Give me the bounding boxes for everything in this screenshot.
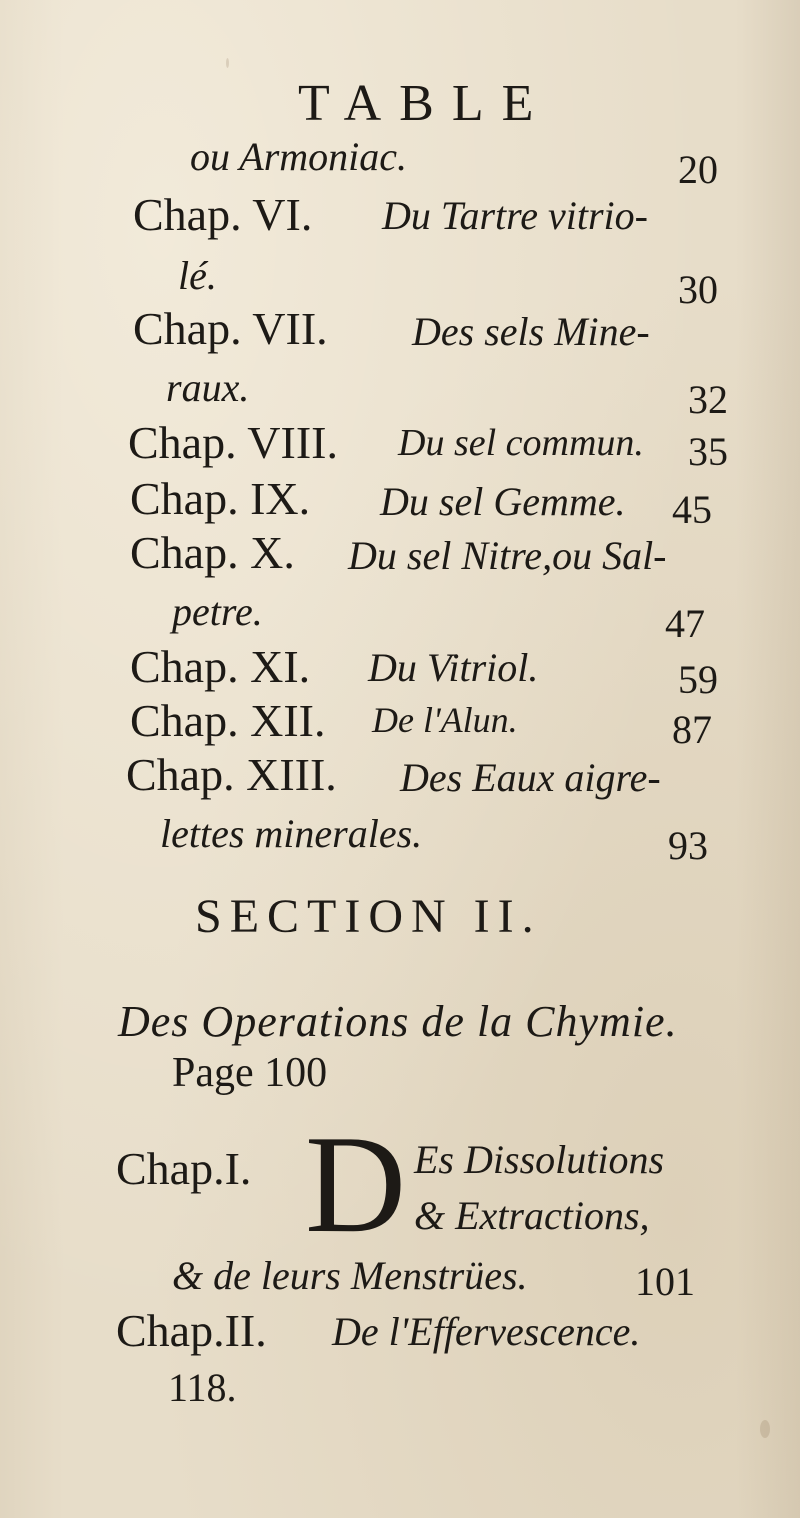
entry-title: Du sel commun. (398, 422, 644, 464)
entry-title: Du sel Gemme. (380, 479, 626, 524)
entry-page: 59 (678, 657, 718, 702)
entry-title: Du Vitriol. (368, 645, 539, 690)
entry-title-continuation: petre. (172, 589, 263, 634)
drop-cap: D (305, 1107, 407, 1262)
chapter-label: Chap.II. (116, 1305, 267, 1356)
entry-title-continuation: lettes minerales. (160, 811, 423, 856)
chapter-label: Chap. XII. (130, 695, 326, 746)
chapter-label: Chap. VIII. (128, 417, 338, 468)
section-heading: SECTION II. (195, 890, 542, 943)
entry-title-continuation: raux. (166, 365, 250, 410)
chapter-label: Chap. XIII. (126, 749, 337, 800)
entry-title: Du sel Nitre,ou Sal- (348, 533, 667, 578)
entry-page: 47 (665, 601, 705, 646)
entry-page: 118. (168, 1365, 237, 1410)
entry-page: 20 (678, 147, 718, 192)
section-page-ref: Page 100 (172, 1050, 328, 1096)
entry-title: Es Dissolutions (414, 1137, 665, 1182)
entry-page: 32 (688, 377, 728, 422)
entry-page: 93 (668, 823, 708, 868)
chapter-label: Chap.I. (116, 1143, 252, 1194)
entry-page: 101 (635, 1259, 695, 1304)
entry-title-continuation: lé. (178, 253, 217, 298)
entry-title-continuation: & Extractions, (414, 1193, 650, 1238)
chapter-label: Chap. VI. (133, 189, 313, 240)
entry-page: 45 (672, 487, 712, 532)
entry-title: Du Tartre vitrio- (382, 193, 648, 238)
entry-page: 30 (678, 267, 718, 312)
page-title: TABLE (298, 75, 552, 132)
chapter-label: Chap. VII. (133, 303, 328, 354)
entry-title: ou Armoniac. (190, 134, 408, 179)
entry-title: Des Eaux aigre- (400, 755, 661, 800)
entry-page: 87 (672, 707, 712, 752)
entry-page: 35 (688, 429, 728, 474)
paper-stain (226, 58, 229, 68)
entry-title: De l'Alun. (372, 700, 518, 740)
paper-stain (760, 1420, 770, 1438)
entry-title: De l'Effervescence. (332, 1309, 641, 1354)
section-subtitle: Des Operations de la Chymie. (118, 997, 678, 1046)
chapter-label: Chap. XI. (130, 641, 311, 692)
chapter-label: Chap. IX. (130, 473, 311, 524)
chapter-label: Chap. X. (130, 527, 295, 578)
entry-title: Des sels Mine- (412, 309, 650, 354)
entry-title-continuation: & de leurs Menstrües. (172, 1253, 528, 1298)
